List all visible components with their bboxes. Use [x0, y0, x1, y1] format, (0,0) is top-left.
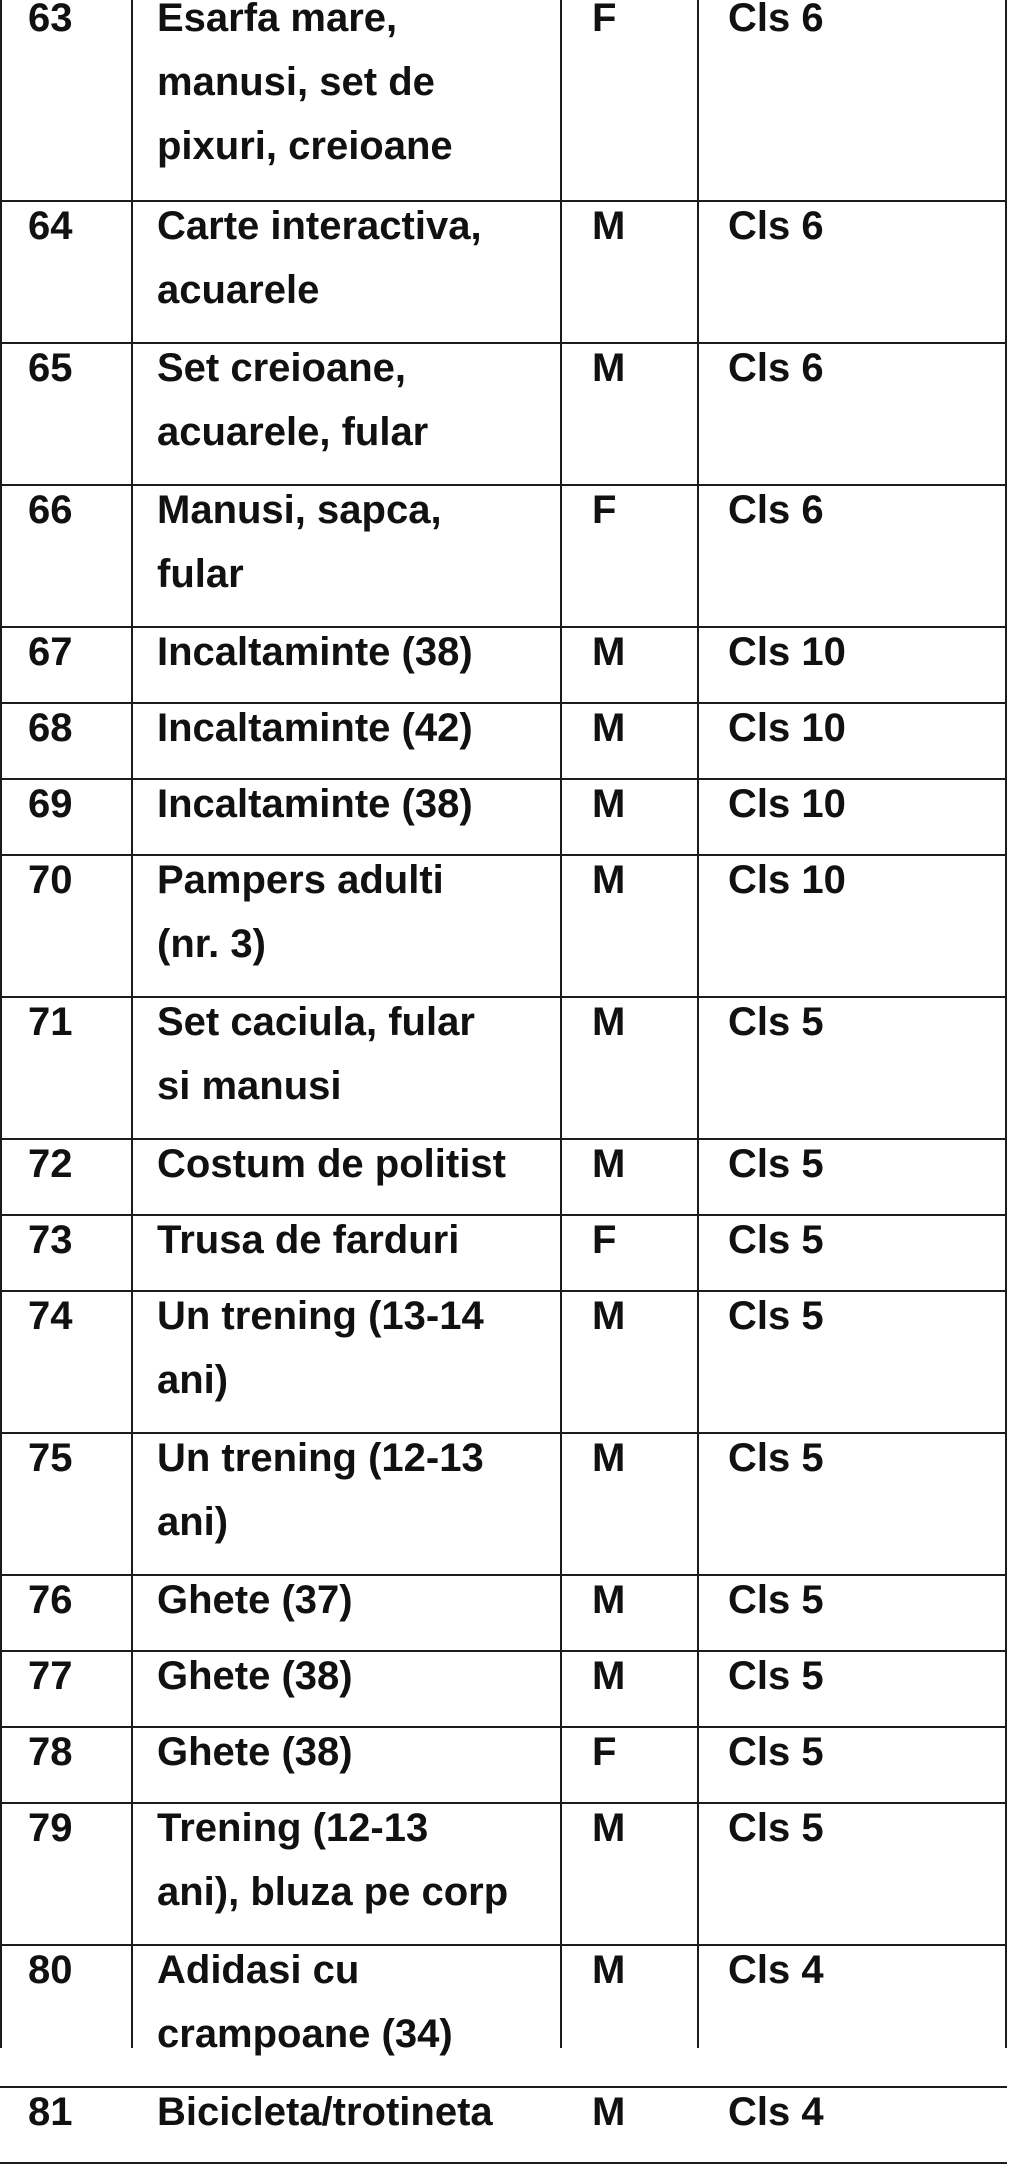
- row-divider: [0, 1944, 1007, 1946]
- row-divider: [0, 200, 1007, 202]
- item-line: Un trening (12-13: [157, 1436, 484, 1480]
- row-number: 64: [28, 204, 73, 248]
- class-label: Cls 5: [728, 1436, 824, 1480]
- item-line: acuarele, fular: [157, 410, 429, 454]
- item-line: Bicicleta/trotineta: [157, 2090, 493, 2134]
- column-divider: [0, 0, 2, 2048]
- row-number: 76: [28, 1578, 73, 1622]
- class-label: Cls 5: [728, 1654, 824, 1698]
- class-label: Cls 10: [728, 630, 846, 674]
- row-number: 78: [28, 1730, 73, 1774]
- row-number: 66: [28, 488, 73, 532]
- item-description: [157, 0, 453, 178]
- row-divider: [0, 342, 1007, 344]
- row-number: 79: [28, 1806, 73, 1850]
- row-divider: [0, 996, 1007, 998]
- gender: M: [592, 1948, 626, 1992]
- class-label: Cls 5: [728, 1578, 824, 1622]
- row-divider: [0, 1138, 1007, 1140]
- gender: M: [592, 706, 626, 750]
- item-description: [157, 1284, 484, 1412]
- gender: M: [592, 346, 626, 390]
- gender: M: [592, 204, 626, 248]
- gender: M: [592, 630, 626, 674]
- column-divider: [131, 0, 133, 2048]
- item-line: pixuri, creioane: [157, 124, 453, 168]
- gender: M: [592, 1142, 626, 1186]
- row-number: 65: [28, 346, 73, 390]
- class-label: Cls 5: [728, 1294, 824, 1338]
- item-line: Set caciula, fular: [157, 1000, 475, 1044]
- item-description: [157, 1796, 508, 1924]
- class-label: Cls 10: [728, 782, 846, 826]
- item-line: ani), bluza pe corp: [157, 1870, 509, 1914]
- gender: M: [592, 1578, 626, 1622]
- row-number: 71: [28, 1000, 73, 1044]
- row-number: 75: [28, 1436, 73, 1480]
- item-line: Un trening (13-14: [157, 1294, 484, 1338]
- item-description: [157, 1132, 506, 1196]
- row-divider: [0, 1432, 1007, 1434]
- class-label: Cls 5: [728, 1218, 824, 1262]
- row-divider: [0, 2086, 1007, 2088]
- item-description: [157, 696, 473, 760]
- gender: M: [592, 1806, 626, 1850]
- gender: M: [592, 1294, 626, 1338]
- item-line: ani): [157, 1358, 229, 1402]
- row-divider: [0, 1726, 1007, 1728]
- row-number: 70: [28, 858, 73, 902]
- class-label: Cls 4: [728, 1948, 824, 1992]
- item-description: [157, 1720, 353, 1784]
- class-label: Cls 5: [728, 1142, 824, 1186]
- class-label: Cls 10: [728, 706, 846, 750]
- row-number: 73: [28, 1218, 73, 1262]
- item-line: Ghete (38): [157, 1730, 353, 1774]
- item-line: ani): [157, 1500, 229, 1544]
- row-divider: [0, 484, 1007, 486]
- item-description: [157, 194, 482, 322]
- class-label: Cls 6: [728, 204, 824, 248]
- gender: M: [592, 858, 626, 902]
- item-description: [157, 1208, 459, 1272]
- row-divider: [0, 1650, 1007, 1652]
- class-label: Cls 6: [728, 0, 824, 40]
- gender: F: [592, 488, 617, 532]
- item-description: [157, 1426, 484, 1554]
- row-number: 69: [28, 782, 73, 826]
- item-line: Incaltaminte (42): [157, 706, 473, 750]
- item-description: [157, 990, 475, 1118]
- row-divider: [0, 702, 1007, 704]
- item-line: (nr. 3): [157, 922, 266, 966]
- row-divider: [0, 778, 1007, 780]
- row-divider: [0, 1574, 1007, 1576]
- row-number: 63: [28, 0, 73, 40]
- item-line: acuarele: [157, 268, 320, 312]
- row-divider: [0, 1214, 1007, 1216]
- item-line: Costum de politist: [157, 1142, 506, 1186]
- item-line: manusi, set de: [157, 60, 435, 104]
- class-label: Cls 5: [728, 1000, 824, 1044]
- row-divider: [0, 854, 1007, 856]
- item-description: [157, 848, 444, 976]
- item-line: Manusi, sapca,: [157, 488, 442, 532]
- row-divider: [0, 1290, 1007, 1292]
- row-divider: [0, 1802, 1007, 1804]
- column-divider: [560, 0, 562, 2048]
- gender: F: [592, 1730, 617, 1774]
- gender: M: [592, 1654, 626, 1698]
- column-divider: [1005, 0, 1007, 2048]
- item-description: [157, 2080, 493, 2144]
- item-line: Set creioane,: [157, 346, 407, 390]
- item-line: Ghete (38): [157, 1654, 353, 1698]
- item-description: [157, 478, 442, 606]
- gender: M: [592, 1436, 626, 1480]
- class-label: Cls 5: [728, 1806, 824, 1850]
- gender: M: [592, 2090, 626, 2134]
- item-line: Carte interactiva,: [157, 204, 482, 248]
- gender: F: [592, 1218, 617, 1262]
- item-line: Adidasi cu: [157, 1948, 360, 1992]
- item-line: Trusa de farduri: [157, 1218, 460, 1262]
- class-label: Cls 5: [728, 1730, 824, 1774]
- gender: M: [592, 1000, 626, 1044]
- row-divider: [0, 626, 1007, 628]
- item-description: [157, 1938, 453, 2066]
- item-line: fular: [157, 552, 244, 596]
- class-label: Cls 4: [728, 2090, 824, 2134]
- item-description: [157, 1644, 353, 1708]
- item-line: Trening (12-13: [157, 1806, 429, 1850]
- item-line: crampoane (34): [157, 2012, 453, 2056]
- item-line: Incaltaminte (38): [157, 630, 473, 674]
- item-line: Incaltaminte (38): [157, 782, 473, 826]
- row-number: 72: [28, 1142, 73, 1186]
- gender: M: [592, 782, 626, 826]
- class-label: Cls 6: [728, 346, 824, 390]
- row-number: 81: [28, 2090, 73, 2134]
- class-label: Cls 10: [728, 858, 846, 902]
- row-number: 67: [28, 630, 73, 674]
- item-line: Esarfa mare,: [157, 0, 398, 40]
- item-description: [157, 772, 473, 836]
- row-number: 77: [28, 1654, 73, 1698]
- class-label: Cls 6: [728, 488, 824, 532]
- item-line: Ghete (37): [157, 1578, 353, 1622]
- item-line: si manusi: [157, 1064, 342, 1108]
- item-description: [157, 1568, 353, 1632]
- item-line: Pampers adulti: [157, 858, 444, 902]
- row-number: 80: [28, 1948, 73, 1992]
- item-description: [157, 336, 428, 464]
- item-description: [157, 620, 473, 684]
- row-number: 68: [28, 706, 73, 750]
- column-divider: [697, 0, 699, 2048]
- row-number: 74: [28, 1294, 73, 1338]
- gender: F: [592, 0, 617, 40]
